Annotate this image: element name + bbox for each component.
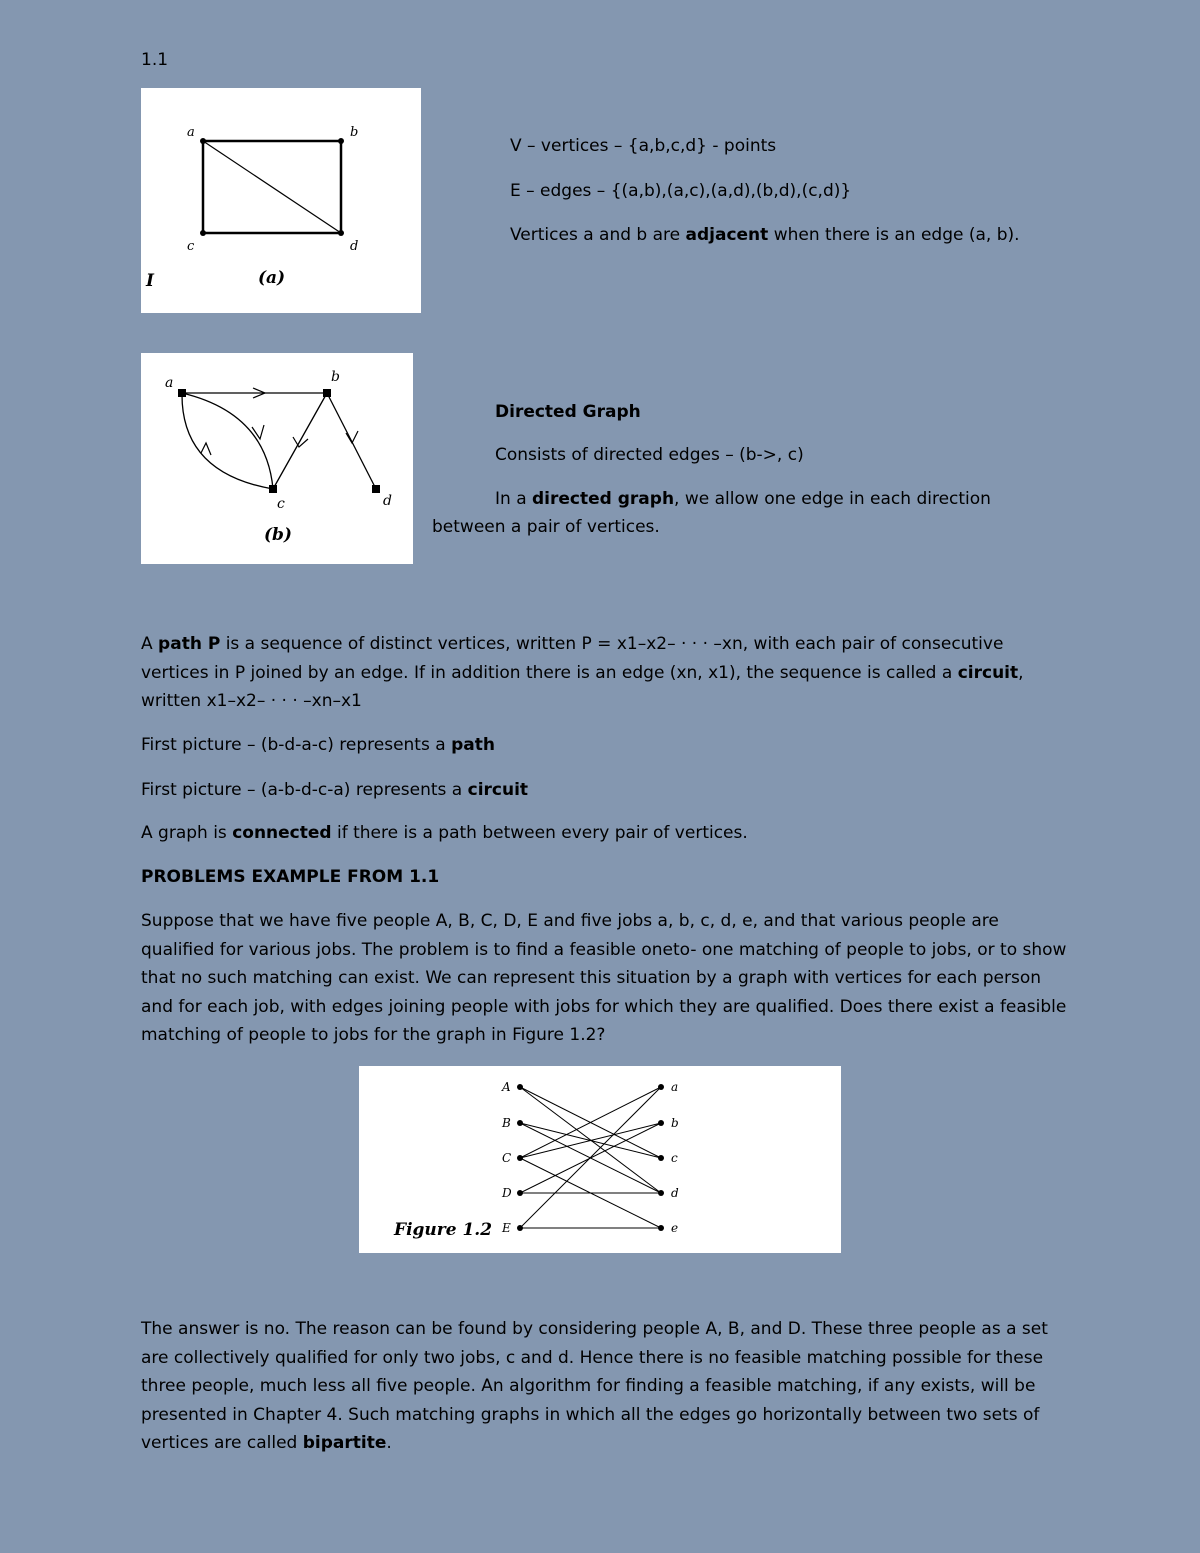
vertex-B-label: B [502, 1116, 511, 1130]
vertex-e-dot [658, 1225, 664, 1231]
vertex-A-dot [517, 1084, 523, 1090]
edge-c-a [182, 393, 273, 489]
vertex-b-dot [338, 138, 344, 144]
vertex-d-dot [338, 230, 344, 236]
directed-graph-line1: Consists of directed edges – (b->, c) [495, 445, 804, 465]
edge-E-a [520, 1087, 661, 1228]
vertex-c-dot [200, 230, 206, 236]
edge-b-d [327, 393, 376, 489]
vertex-c-dot [658, 1155, 664, 1161]
vertex-b-label: b [671, 1116, 679, 1130]
section-number: 1.1 [141, 50, 169, 70]
vertex-C-dot [517, 1155, 523, 1161]
figure-1-2-caption: Figure 1.2 [394, 1220, 493, 1240]
figure-a-edges [203, 141, 341, 233]
adjacent-definition: Vertices a and b are adjacent when there is an edge (a, b). [510, 225, 1020, 245]
vertex-E-dot [517, 1225, 523, 1231]
vertices-definition: V – vertices – {a,b,c,d} - points [510, 136, 777, 156]
vertex-a-label: a [671, 1080, 679, 1094]
vertex-A-label: A [502, 1080, 511, 1094]
answer-paragraph: The answer is no. The reason can be found by considering people A, B, and D. These three people as a set are collectively qualified for only two jobs, c and d. Hence there is no feasible matching possible for these three people, much less all five people. An algorithm for finding a feasible matching, if any exists, will be presented in Chapter 4. Such matching graphs in which all the edges go horizontally between two sets of vertices are called bipartite. [141, 1319, 1048, 1453]
arrowhead-c-a [201, 443, 211, 455]
path-example: First picture – (b-d-a-c) represents a path [141, 735, 495, 755]
figure-a-caption: (a) [258, 268, 286, 288]
vertex-b-dot [658, 1120, 664, 1126]
circuit-example: First picture – (a-b-d-c-a) represents a circuit [141, 780, 529, 800]
vertex-b-dot [323, 389, 331, 397]
vertex-B-dot [517, 1120, 523, 1126]
edges-definition: E – edges – {(a,b),(a,c),(a,d),(b,d),(c,d)} [510, 181, 852, 201]
figure-margin-mark: I [146, 271, 154, 291]
arrowhead-b-c [293, 437, 308, 447]
vertex-a-dot [658, 1084, 664, 1090]
figure-b-directed-graph [141, 353, 413, 564]
connected-definition: A graph is connected if there is a path between every pair of vertices. [141, 823, 748, 843]
vertex-D-label: D [502, 1186, 512, 1200]
vertex-a-dot [178, 389, 186, 397]
directed-graph-title: Directed Graph [495, 402, 641, 422]
vertex-d-label: d [671, 1186, 679, 1200]
vertex-d-dot [372, 485, 380, 493]
vertex-e-label: e [671, 1221, 679, 1235]
vertex-a-label: a [165, 375, 174, 391]
directed-graph-line3: between a pair of vertices. [432, 517, 660, 537]
figure-a-undirected-graph [141, 88, 421, 313]
vertex-a-dot [200, 138, 206, 144]
edge-b-c [273, 393, 327, 489]
vertex-d-label: d [383, 493, 392, 509]
vertex-a-label: a [187, 125, 195, 140]
vertex-b-label: b [350, 125, 359, 140]
directed-graph-line2: In a directed graph, we allow one edge in each direction [495, 489, 991, 509]
problems-heading: PROBLEMS EXAMPLE FROM 1.1 [141, 867, 440, 887]
vertex-d-label: d [350, 239, 359, 254]
vertex-d-dot [658, 1190, 664, 1196]
vertex-E-label: E [502, 1221, 511, 1235]
problems-paragraph: Suppose that we have five people A, B, C, D, E and five jobs a, b, c, d, e, and that various people are qualified for various jobs. The problem is to find a feasible oneto- one matching of people to jobs, or to show that no such matching can exist. We can represent this situation by a graph with vertices for each person and for each job, with edges joining people with jobs for which they are qualified. Does there exist a feasible matching of people to jobs for the graph in Figure 1.2? [141, 911, 1067, 1045]
arrowhead-a-c [252, 425, 264, 439]
figure-1-2-bipartite-graph [359, 1066, 841, 1253]
vertex-c-dot [269, 485, 277, 493]
vertex-D-dot [517, 1190, 523, 1196]
figure-b-caption: (b) [264, 525, 292, 545]
vertex-C-label: C [502, 1151, 512, 1165]
vertex-b-label: b [331, 369, 340, 385]
vertex-c-label: c [277, 496, 285, 512]
vertex-c-label: c [187, 239, 195, 254]
path-definition-paragraph: A path P is a sequence of distinct vertices, written P = x1–x2– · · · –xn, with each pair of consecutive vertices in P joined by an edge. If in addition there is an edge (xn, x1), the sequence is called a circuit, written x1–x2– · · · –xn–x1 [141, 634, 1024, 711]
vertex-c-label: c [671, 1151, 678, 1165]
